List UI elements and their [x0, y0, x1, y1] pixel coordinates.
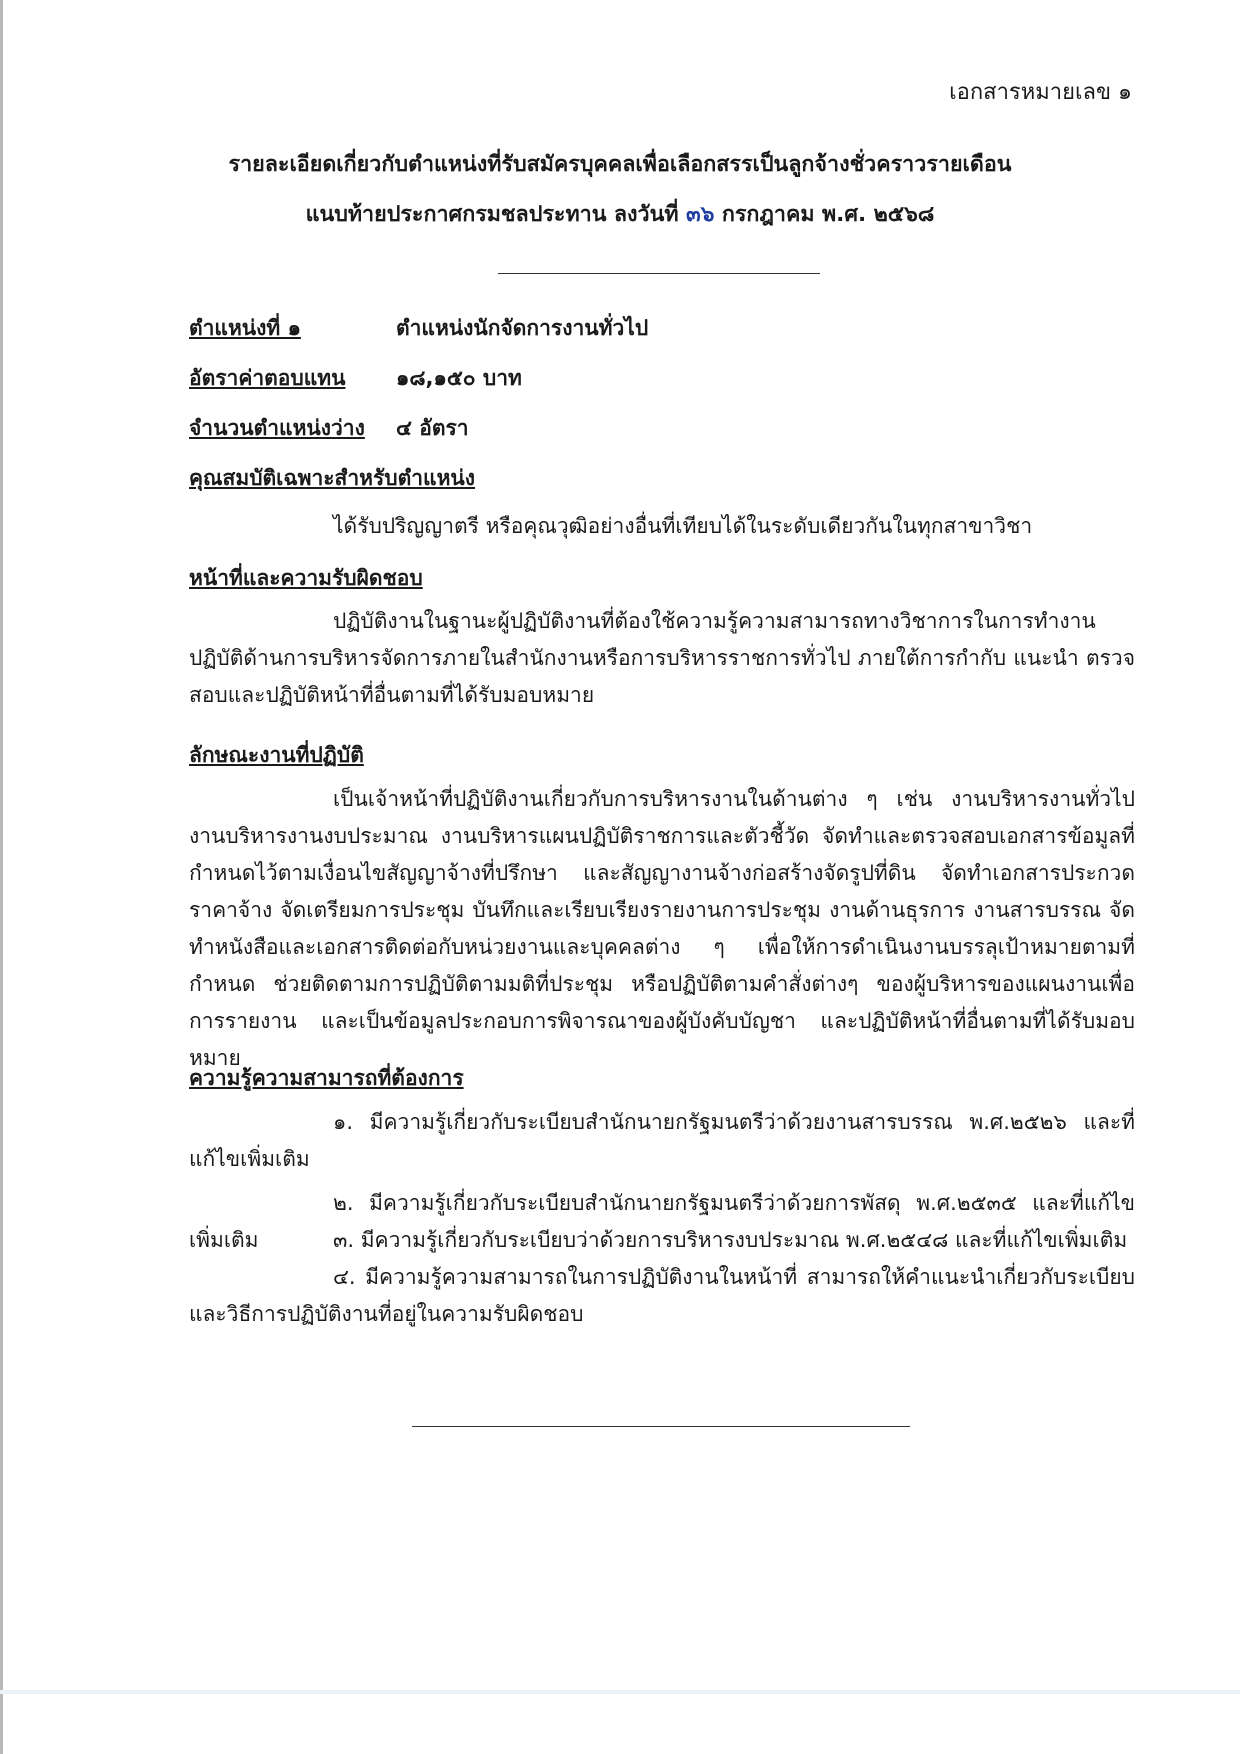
work-text: เป็นเจ้าหน้าที่ปฏิบัติงานเกี่ยวกับการบริหารงานในด้านต่าง ๆ เช่น งานบริหารงานทั่วไป งานบริหารงานงบประมาณ งานบริหารแผนปฏิบัติราชการและตัวชี้วัด จัดทำและตรวจสอบเอกสารข้อมูลที่กำหนดไว้ตามเงื่อนไขสัญญาจ้างที่ปรึกษา และสัญญางานจ้างก่อสร้างจัดรูปที่ดิน จัดทำเอกสารประกวดราคาจ้าง จัดเตรียมการประชุม บันทึกและเรียบเรียงรายงานการประชุม งานด้านธุรการ งานสารบรรณ จัดทำหนังสือและเอกสารติดต่อกับหน่วยงานและบุคคลต่าง ๆ เพื่อให้การดำเนินงานบรรลุเป้าหมายตามที่กำหนด ช่วยติดตามการปฏิบัติตามมติที่ประชุม หรือปฏิบัติตามคำสั่งต่างๆ ของผู้บริหารของแผนงานเพื่อการรายงาน และเป็นข้อมูลประกอบการพิจารณาของผู้บังคับบัญชา และปฏิบัติหน้าที่อื่นตามที่ได้รับมอบหมาย [189, 787, 1135, 1070]
position-label: ตำแหน่งที่ ๑ [189, 316, 301, 340]
document-title: รายละเอียดเกี่ยวกับตำแหน่งที่รับสมัครบุคคลเพื่อเลือกสรรเป็นลูกจ้างชั่วคราวรายเดือน [228, 152, 1012, 177]
end-divider [412, 1426, 910, 1427]
pay-label: อัตราค่าตอบแทน [189, 366, 346, 390]
pay-value: ๑๘,๑๕๐ บาท [396, 366, 522, 390]
vacancy-row [189, 412, 469, 445]
subtitle-prefix: แนบท้ายประกาศกรมชลประทาน ลงวันที่ [305, 202, 679, 227]
knowledge-item: ๑. มีความรู้เกี่ยวกับระเบียบสำนักนายกรัฐมนตรีว่าด้วยงานสารบรรณ พ.ศ.๒๕๒๖ และที่แก้ไขเพิ่มเติม [189, 1110, 1135, 1171]
vacancy-value: ๔ อัตรา [396, 416, 469, 440]
duties-text: ปฏิบัติงานในฐานะผู้ปฏิบัติงานที่ต้องใช้ความรู้ความสามารถทางวิชาการในการทำงาน ปฏิบัติด้านการบริหารจัดการภายในสำนักงานหรือการบริหารราชการทั่วไป ภายใต้การกำกับ แนะนำ ตรวจสอบและปฏิบัติหน้าที่อื่นตามที่ได้รับมอบหมาย [189, 609, 1135, 707]
knowledge-item: ๒. มีความรู้เกี่ยวกับระเบียบสำนักนายกรัฐมนตรีว่าด้วยการพัสดุ พ.ศ.๒๕๓๕ และที่แก้ไขเพิ่มเติม [189, 1191, 1135, 1252]
subtitle-day: ๓๖ [686, 202, 715, 227]
duties-heading: หน้าที่และความรับผิดชอบ [189, 566, 423, 590]
position-row [189, 312, 648, 345]
vacancy-label: จำนวนตำแหน่งว่าง [189, 416, 365, 440]
document-number: เอกสารหมายเลข ๑ [949, 80, 1132, 105]
scan-edge [0, 0, 3, 1754]
document-subtitle [0, 197, 1240, 231]
pay-row [189, 362, 522, 395]
knowledge-item: ๔. มีความรู้ความสามารถในการปฏิบัติงานในหน้าที่ สามารถให้คำแนะนำเกี่ยวกับระเบียบและวิธีการปฏิบัติงานที่อยู่ในความรับผิดชอบ [189, 1265, 1135, 1326]
qualification-heading: คุณสมบัติเฉพาะสำหรับตำแหน่ง [189, 466, 476, 490]
position-value: ตำแหน่งนักจัดการงานทั่วไป [396, 316, 649, 340]
subtitle-suffix: กรกฎาคม พ.ศ. ๒๕๖๘ [721, 202, 935, 227]
title-divider [498, 273, 820, 274]
knowledge-heading: ความรู้ความสามารถที่ต้องการ [189, 1066, 464, 1090]
scan-band [0, 1690, 1240, 1694]
work-heading: ลักษณะงานที่ปฏิบัติ [189, 743, 364, 767]
qualification-text: ได้รับปริญญาตรี หรือคุณวุฒิอย่างอื่นที่เทียบได้ในระดับเดียวกันในทุกสาขาวิชา [333, 514, 1033, 538]
knowledge-item: ๓. มีความรู้เกี่ยวกับระเบียบว่าด้วยการบริหารงบประมาณ พ.ศ.๒๕๔๘ และที่แก้ไขเพิ่มเติม [333, 1228, 1128, 1252]
